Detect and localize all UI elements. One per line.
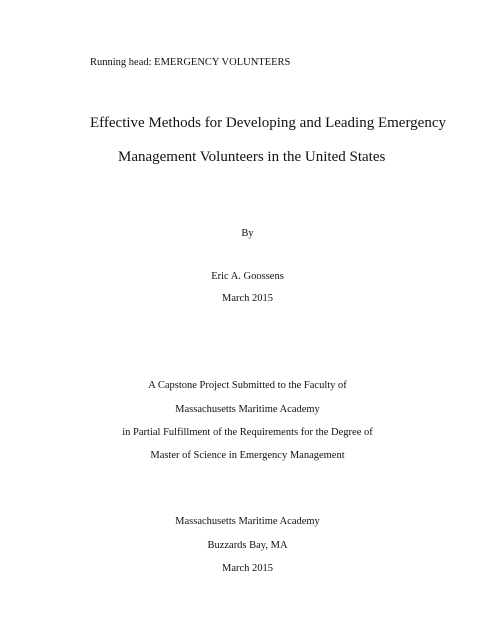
submission-line-1: A Capstone Project Submitted to the Faculty of [148, 380, 347, 391]
submission-line-2: Massachusetts Maritime Academy [175, 404, 320, 415]
document-title-line-1: Effective Methods for Developing and Leading Emergency [90, 115, 446, 131]
author-name: Eric A. Goossens [211, 271, 284, 282]
running-head: Running head: EMERGENCY VOLUNTEERS [90, 57, 291, 68]
document-title-line-2: Management Volunteers in the United States [118, 149, 386, 165]
institution-location: Buzzards Bay, MA [207, 540, 288, 551]
institution-name: Massachusetts Maritime Academy [175, 516, 320, 527]
author-date: March 2015 [221, 293, 274, 304]
by-label: By [241, 228, 254, 239]
institution-date: March 2015 [221, 563, 274, 574]
submission-line-3: in Partial Fulfillment of the Requirements for the Degree of [122, 427, 373, 438]
submission-line-4: Master of Science in Emergency Management [150, 450, 345, 461]
